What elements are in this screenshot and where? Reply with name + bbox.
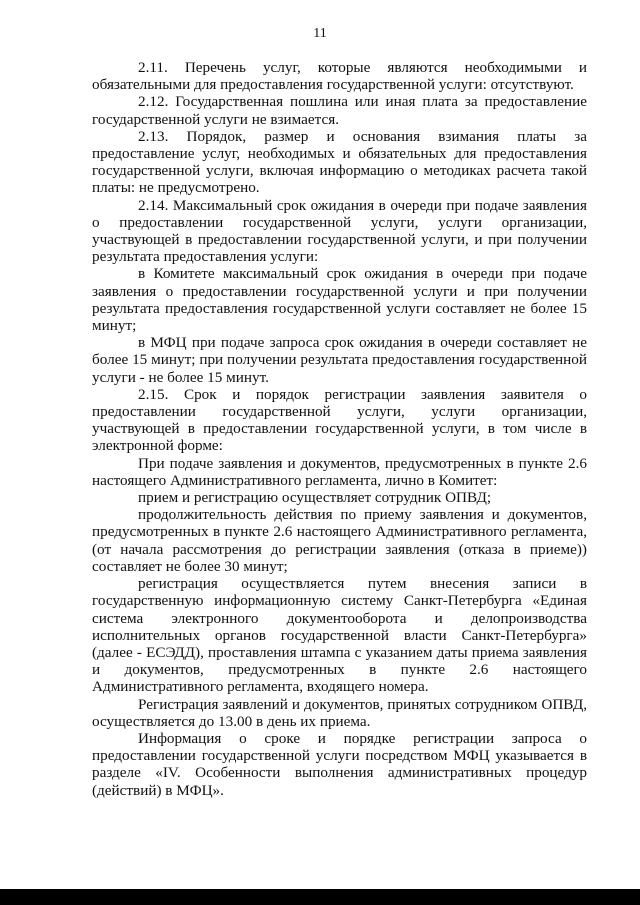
paragraph-registration-deadline: Регистрация заявлений и документов, принятых сотрудником ОПВД, осуществляется до 13.00 в день их приема. xyxy=(92,695,587,730)
paragraph-2-11: 2.11. Перечень услуг, которые являются необходимыми и обязательными для предоставления государственной услуги: отсутствуют. xyxy=(92,59,587,94)
paragraph-duration: продолжительность действия по приему заявления и документов, предусмотренных в пункте 2.6 настоящего Административного регламента, (от начала рассмотрения до регистрации заявления (отказа в приеме)) составляет не более 30 минут; xyxy=(92,506,587,575)
paragraph-opvd-reception: прием и регистрацию осуществляет сотрудник ОПВД; xyxy=(138,489,492,507)
document-body xyxy=(92,59,587,799)
paragraph-in-person: При подаче заявления и документов, предусмотренных в пункте 2.6 настоящего Административного регламента, лично в Комитет: xyxy=(92,454,587,489)
paragraph-mfc-wait: в МФЦ при подаче запроса срок ожидания в очереди составляет не более 15 минут; при получении результата предоставления государственной услуги - не более 15 минут. xyxy=(92,334,587,386)
paragraph-2-13: 2.13. Порядок, размер и основания взимания платы за предоставление услуг, необходимых и обязательных для предоставления государственной услуги, включая информацию о методиках расчета такой платы: не предусмотрено. xyxy=(92,127,587,197)
paragraph-2-14: 2.14. Максимальный срок ожидания в очереди при подаче заявления о предоставлении государственной услуги, услуги организации, участвующей в предоставлении государственной услуги, и при получении результата предоставления услуги: xyxy=(92,196,587,266)
paragraph-mfc-info: Информация о сроке и порядке регистрации запроса о предоставлении государственной услуги посредством МФЦ указывается в разделе «IV. Особенности выполнения административных процедур (действий) в МФЦ». xyxy=(92,729,587,799)
paragraph-committee-wait: в Комитете максимальный срок ожидания в очереди при подаче заявления о предоставлении государственной услуги и при получении результата предоставления государственной услуги составляет не более 15 минут; xyxy=(92,265,587,335)
paragraph-2-12: 2.12. Государственная пошлина или иная плата за предоставление государственной услуги не взимается. xyxy=(92,93,587,128)
scan-bottom-edge xyxy=(0,889,640,905)
paragraph-registration: регистрация осуществляется путем внесения записи в государственную информационную систему Санкт-Петербурга «Единая система электронного документооборота и делопроизводства исполнительных органов государственной власти Санкт-Петербурга» (далее - ЕСЭДД), проставления штампа с указанием даты приема заявления и документов, предусмотренных в пункте 2.6 настоящего Административного регламента, входящего номера. xyxy=(92,575,587,696)
paragraph-2-15: 2.15. Срок и порядок регистрации заявления заявителя о предоставлении государственной услуги, услуги организации, участвующей в предоставлении государственной услуги, в том числе в электронной форме: xyxy=(92,385,587,455)
page-number: 11 xyxy=(313,26,327,41)
